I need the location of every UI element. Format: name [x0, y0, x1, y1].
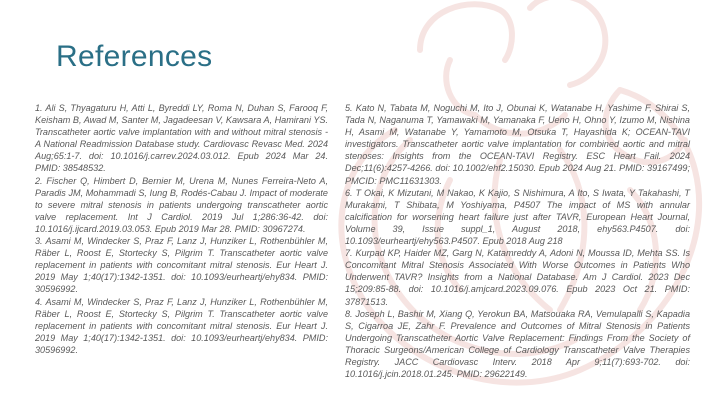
reference-item: 5. Kato N, Tabata M, Noguchi M, Ito J, Obunai K, Watanabe H, Yashime F, Shirai S, Tada N, Naganuma T, Yamawaki M, Yamanaka F, Ueno H, Ohno Y, Izumo M, Nishina H, Asami M, Watanabe Y, Yamamoto M, Otsuka T, Hayashida K; OCEAN-TAVI investigators. Transcatheter aortic valve implantation for combined aortic and mitral stenoses: Insights from the OCEAN-TAVI Registry. ESC Heart Fail. 2024 Dec;11(6):4257-4266. doi: 10.1002/ehf2.15030. Epub 2024 Aug 21. PMID: 39167499; PMCID: PMC11631303.	[345, 103, 690, 186]
reference-item: 4. Asami M, Windecker S, Praz F, Lanz J, Hunziker L, Rothenbühler M, Räber L, Roost E, Stortecky S, Pilgrim T. Transcatheter aortic valve replacement in patients with concomitant mitral stenosis. Eur Heart J. 2019 May 1;40(17):1342-1351. doi: 10.1093/eurheartj/ehy834. PMID: 30596992.	[35, 296, 328, 355]
references-right-column	[345, 102, 690, 380]
page-title: References	[56, 40, 213, 73]
reference-item: 6. T Okai, K Mizutani, M Nakao, K Kajio, S Nishimura, A Ito, S Iwata, Y Takahashi, T Murakami, T Shibata, M Yoshiyama, P4507 The impact of MS with annular calcification for worsening heart failure just after TAVR, European Heart Journal, Volume 39, Issue suppl_1, August 2018, ehy563.P4507. doi: 10.1093/eurheartj/ehy563.P4507. Epub 2018 Aug 218	[345, 187, 690, 247]
reference-item: 3. Asami M, Windecker S, Praz F, Lanz J, Hunziker L, Rothenbühler M, Räber L, Roost E, Stortecky S, Pilgrim T. Transcatheter aortic valve replacement in patients with concomitant mitral stenosis. Eur Heart J. 2019 May 1;40(17):1342-1351. doi: 10.1093/eurheartj/ehy834. PMID: 30596992.	[35, 236, 328, 295]
reference-item: 7. Kurpad KP, Haider MZ, Garg N, Katamreddy A, Adoni N, Moussa ID, Mehta SS. Is Concomitant Mitral Stenosis Associated With Worse Outcomes in Patients Who Underwent TAVR? Insights from a National Database. Am J Cardiol. 2023 Dec 15;209:85-88. doi: 10.1016/j.amjcard.2023.09.076. Epub 2023 Oct 21. PMID: 37871513.	[345, 248, 690, 307]
reference-item: 2. Fischer Q, Himbert D, Bernier M, Urena M, Nunes Ferreira-Neto A, Paradis JM, Mohammadi S, Iung B, Rodés-Cabau J. Impact of moderate to severe mitral stenosis in patients undergoing transcatheter aortic valve replacement. Int J Cardiol. 2019 Jul 1;286:36-42. doi: 10.1016/j.ijcard.2019.03.053. Epub 2019 Mar 28. PMID: 30967274.	[35, 175, 328, 234]
references-left-column	[35, 102, 328, 356]
reference-item: 1. Ali S, Thyagaturu H, Atti L, Byreddi LY, Roma N, Duhan S, Farooq F, Keisham B, Awad M, Santer M, Jagadeesan V, Kawsara A, Hamirani YS. Transcatheter aortic valve implantation with and without mitral stenosis - A National Readmission Database study. Cardiovasc Revasc Med. 2024 Aug;65:1-7. doi: 10.1016/j.carrev.2024.03.012. Epub 2024 Mar 24. PMID: 38548532.	[35, 103, 328, 174]
reference-item: 8. Joseph L, Bashir M, Xiang Q, Yerokun BA, Matsouaka RA, Vemulapalli S, Kapadia S, Cigarroa JE, Zahr F. Prevalence and Outcomes of Mitral Stenosis in Patients Undergoing Transcatheter Aortic Valve Replacement: Findings From the Society of Thoracic Surgeons/American College of Cardiology Transcatheter Valve Therapies Registry. JACC Cardiovasc Interv. 2018 Apr 9;11(7):693-702. doi: 10.1016/j.jcin.2018.01.245. PMID: 29622149.	[345, 308, 690, 380]
